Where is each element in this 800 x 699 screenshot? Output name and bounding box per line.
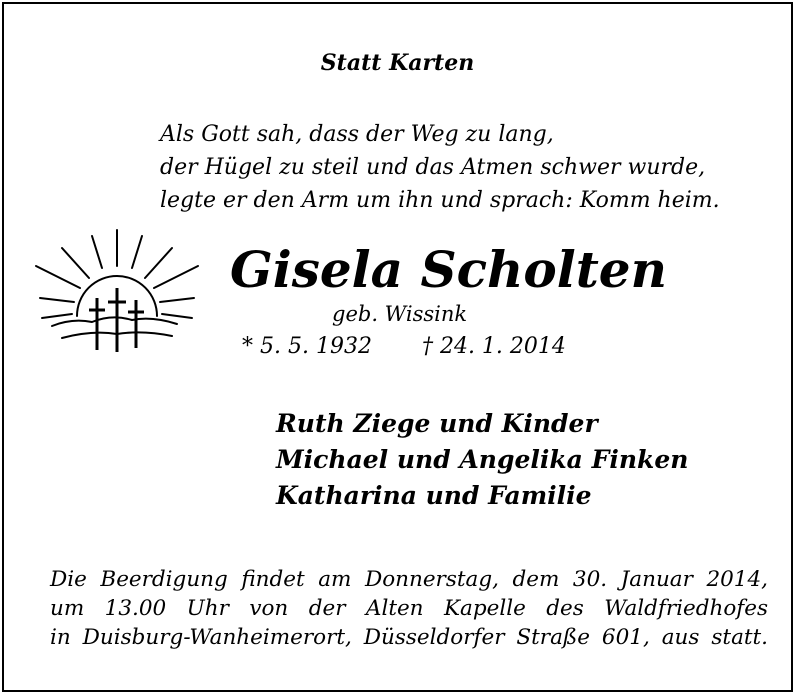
- notice-line: um 13.00 Uhr von der Alten Kapelle des Waldfriedhofes: [50, 596, 768, 621]
- sunrise-three-crosses-icon: [32, 226, 202, 356]
- born-name: geb. Wissink: [332, 302, 468, 326]
- mourners-list: [276, 406, 688, 514]
- poem-line: legte er den Arm um ihn und sprach: Komm heim.: [160, 188, 720, 213]
- birth-date: * 5. 5. 1932: [242, 334, 372, 359]
- funeral-notice: [50, 565, 768, 652]
- header-title: Statt Karten: [320, 50, 475, 76]
- poem-line: Als Gott sah, dass der Weg zu lang,: [160, 122, 554, 147]
- mourner-item: Katharina und Familie: [276, 481, 592, 510]
- notice-line: in Duisburg-Wanheimerort, Düsseldorfer Straße 601, aus statt.: [50, 625, 768, 650]
- mourner-item: Ruth Ziege und Kinder: [276, 409, 598, 438]
- life-dates: [242, 334, 566, 359]
- deceased-name: Gisela Scholten: [230, 240, 667, 299]
- poem: [160, 118, 720, 217]
- mourner-item: Michael und Angelika Finken: [276, 445, 689, 474]
- poem-line: der Hügel zu steil und das Atmen schwer wurde,: [160, 155, 706, 180]
- notice-line: Die Beerdigung findet am Donnerstag, dem 30. Januar 2014,: [50, 567, 768, 592]
- death-date: † 24. 1. 2014: [421, 334, 566, 359]
- obituary-card: [2, 2, 793, 692]
